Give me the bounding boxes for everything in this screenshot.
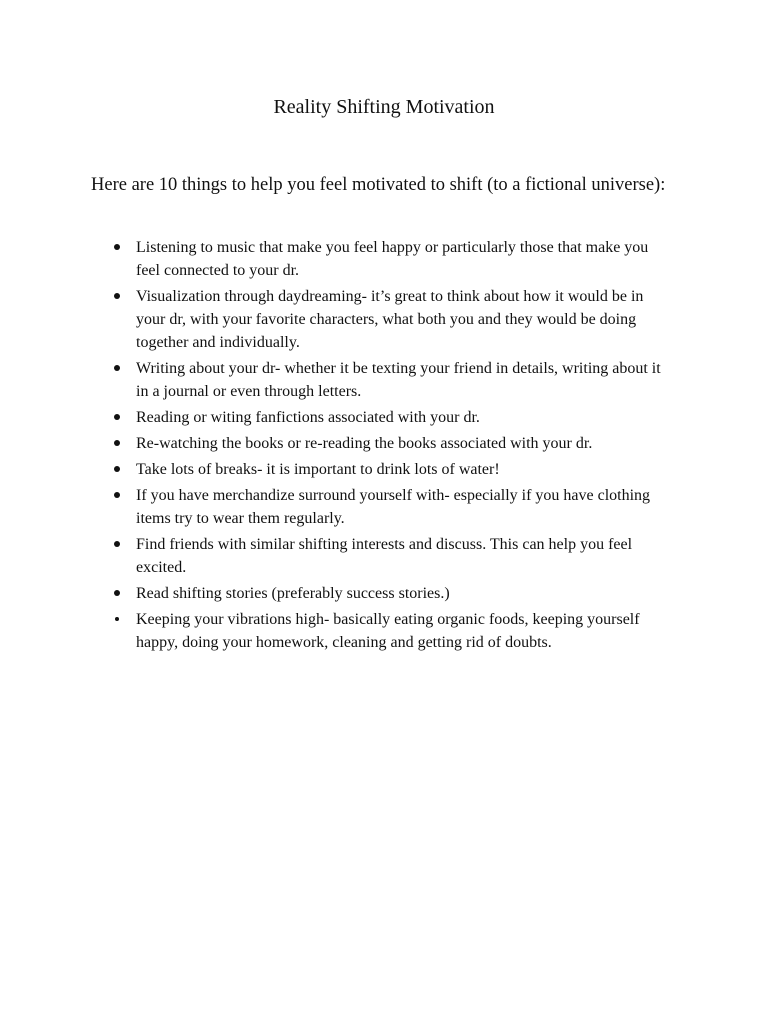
list-item <box>0 582 768 605</box>
bullet-icon <box>114 590 120 596</box>
list-item-text: Re-watching the books or re-reading the books associated with your dr. <box>136 435 593 452</box>
list-item-text: Read shifting stories (preferably success stories.) <box>136 585 450 602</box>
bullet-icon <box>114 244 120 250</box>
bullet-icon <box>114 440 120 446</box>
motivation-list <box>0 236 768 657</box>
list-item-text: Keeping your vibrations high- basically eating organic foods, keeping yourself happy, doing your homework, cleaning and getting rid of doubts. <box>136 611 640 651</box>
list-item <box>0 432 768 455</box>
list-item <box>0 406 768 429</box>
list-item <box>0 236 768 282</box>
bullet-icon <box>114 541 120 547</box>
list-item <box>0 357 768 403</box>
list-item-text: Find friends with similar shifting interests and discuss. This can help you feel excited. <box>136 536 633 576</box>
bullet-icon <box>114 466 120 472</box>
list-item-text: Take lots of breaks- it is important to drink lots of water! <box>136 461 500 478</box>
bullet-icon <box>114 492 120 498</box>
bullet-icon <box>114 414 120 420</box>
bullet-icon <box>114 293 120 299</box>
list-item-text: Reading or witing fanfictions associated with your dr. <box>136 409 480 426</box>
list-item <box>0 608 768 654</box>
bullet-icon <box>114 365 120 371</box>
list-item-text: If you have merchandize surround yourself with- especially if you have clothing items try to wear them regularly. <box>136 487 651 527</box>
list-item <box>0 484 768 530</box>
list-item <box>0 533 768 579</box>
bullet-icon <box>115 617 119 621</box>
list-item <box>0 285 768 354</box>
list-item-text: Listening to music that make you feel happy or particularly those that make you feel connected to your dr. <box>136 239 649 279</box>
page-title: Reality Shifting Motivation <box>273 96 495 118</box>
list-item <box>0 458 768 481</box>
intro-paragraph: Here are 10 things to help you feel motivated to shift (to a fictional universe): <box>91 175 666 195</box>
list-item-text: Writing about your dr- whether it be texting your friend in details, writing about it in a journal or even through letters. <box>136 360 661 400</box>
list-item-text: Visualization through daydreaming- it’s great to think about how it would be in your dr, with your favorite characters, what both you and they would be doing together and individually. <box>136 288 644 351</box>
